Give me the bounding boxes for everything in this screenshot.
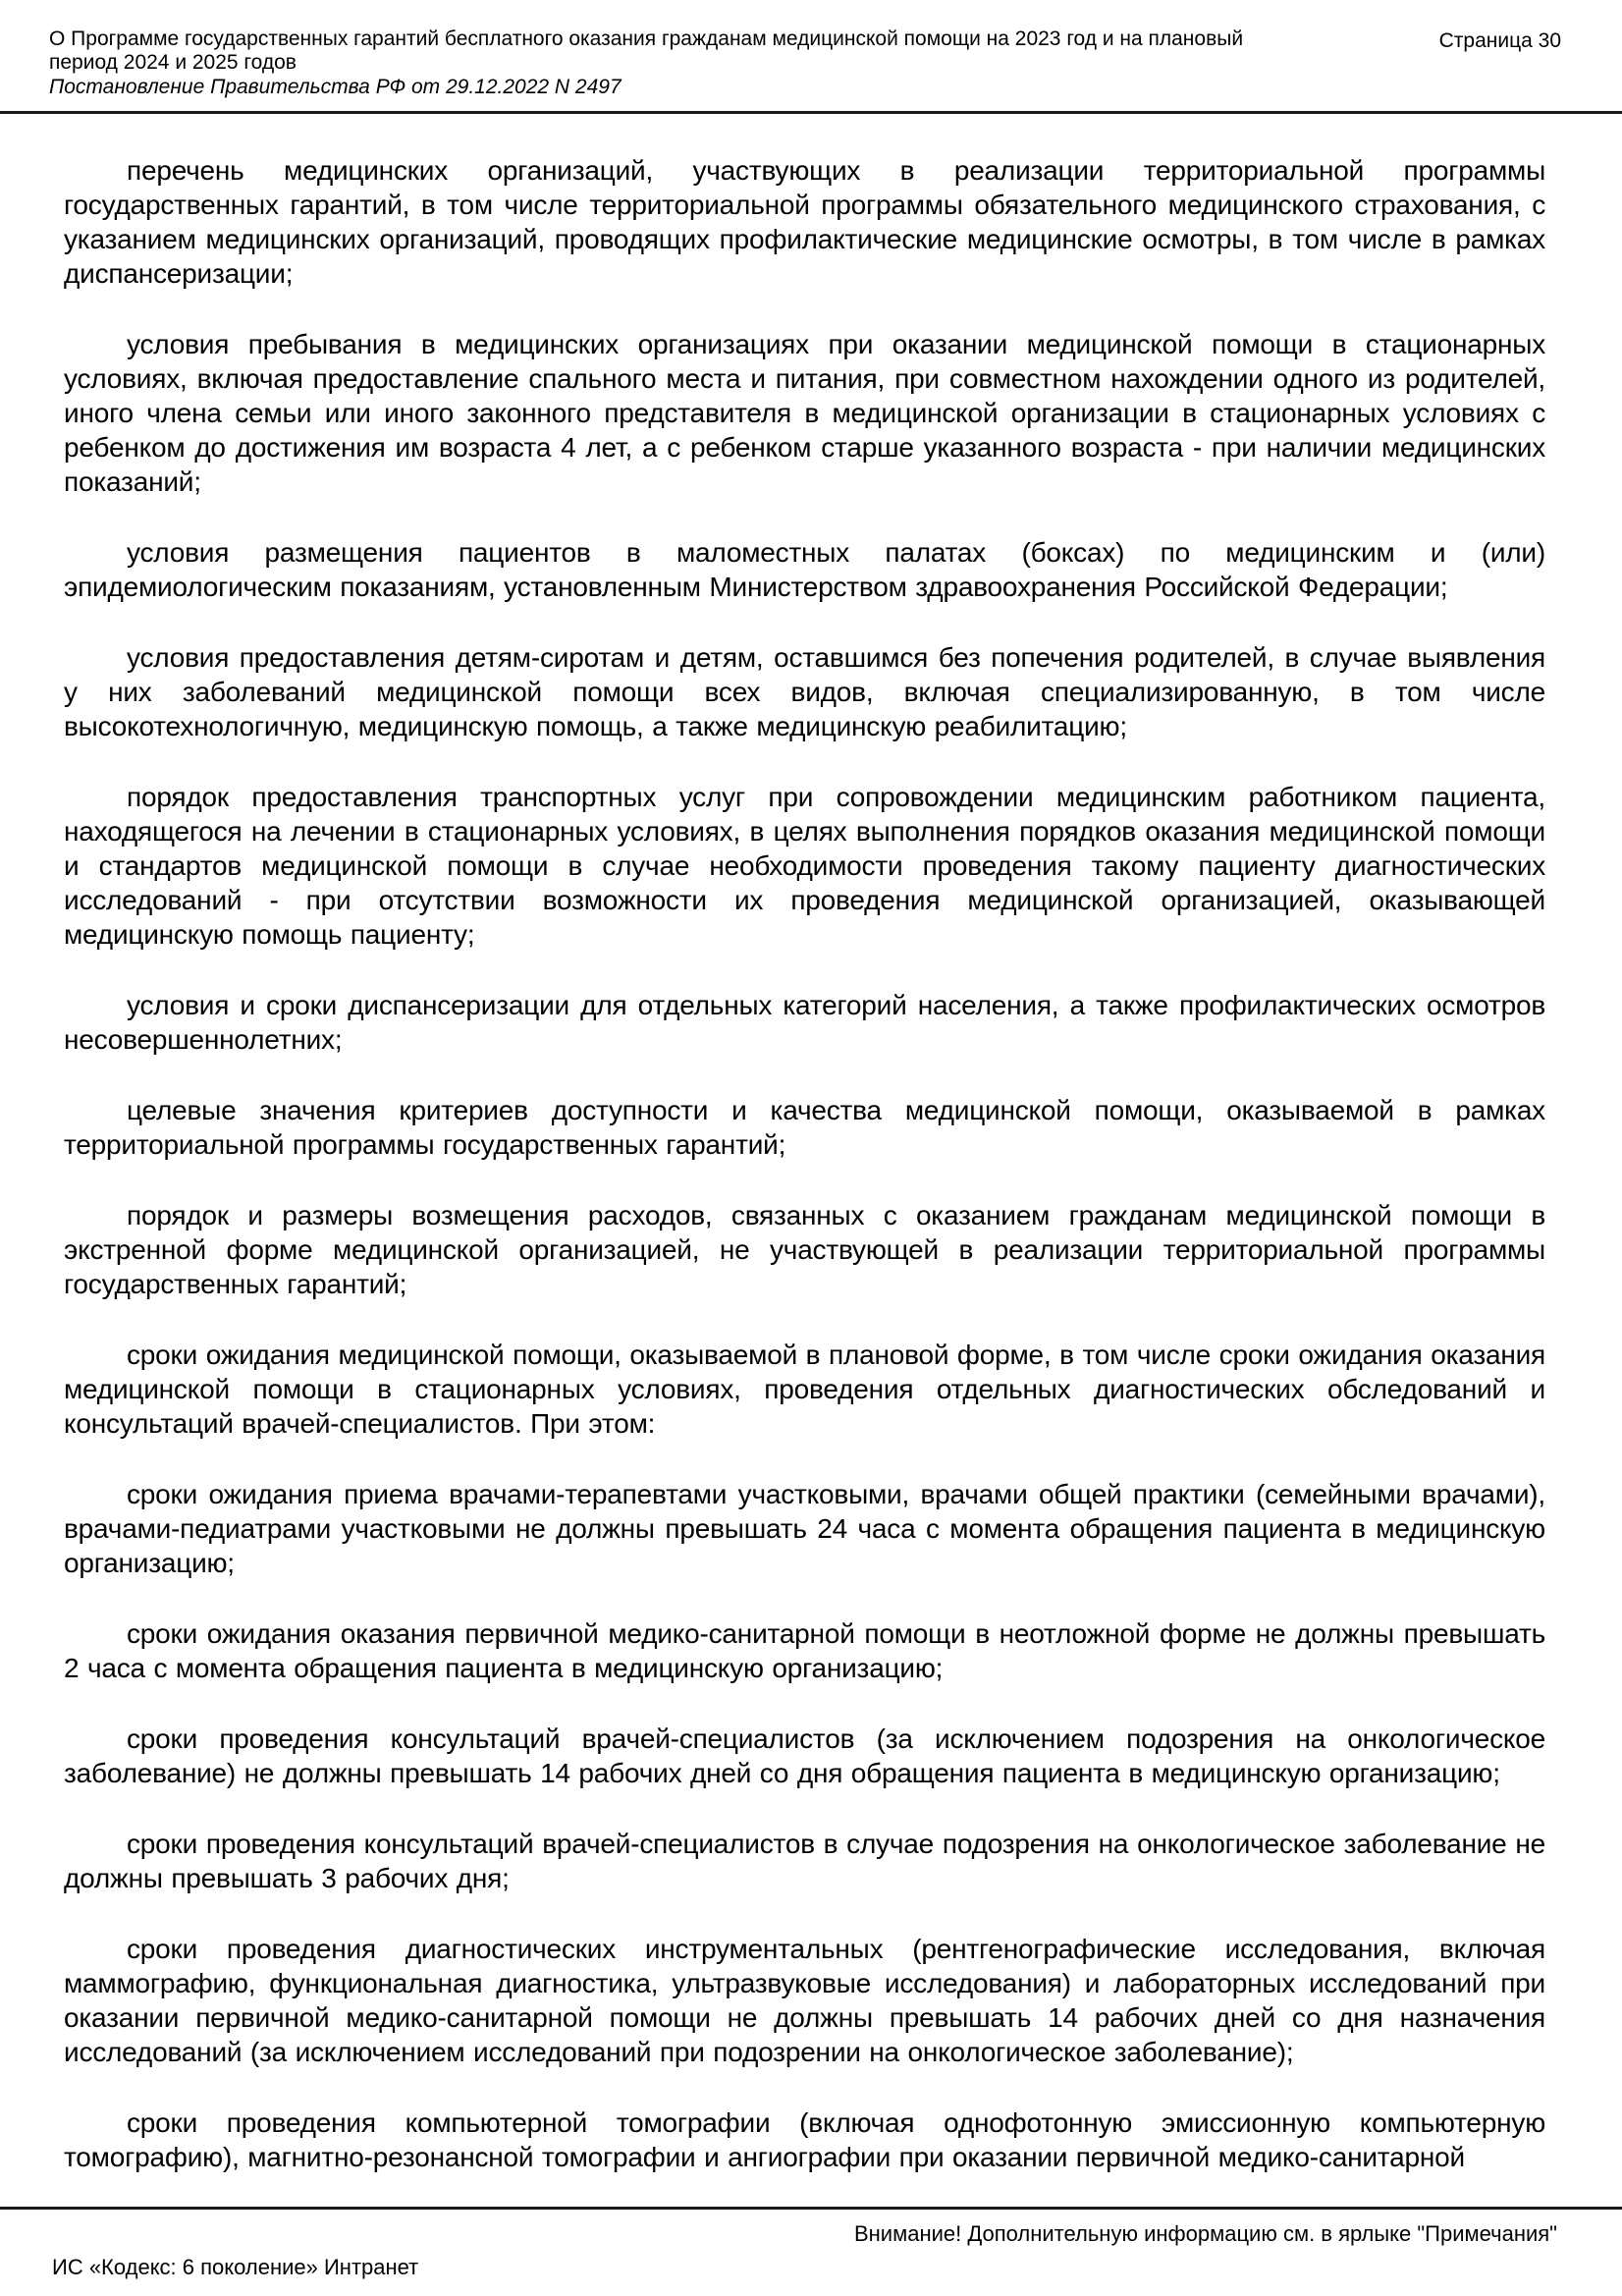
document-paragraph: условия размещения пациентов в маломестных палатах (боксах) по медицинским и (или) эпидемиологическим показаниям, установленным Министерством здравоохранения Российской Федерации; (64, 537, 1545, 602)
footer-notice: Внимание! Дополнительную информацию см. в ярлыке "Примечания" (853, 2221, 1557, 2246)
document-paragraph: сроки проведения диагностических инструментальных (рентгенографические исследования, включая маммографию, функциональная диагностика, ультразвуковые исследования) и лабораторных исследований при оказании первичной медико-санитарной помощи не должны превышать 14 рабочих дней со дня назначения исследований (за исключением исследований при подозрении на онкологическое заболевание); (64, 1934, 1545, 2067)
document-paragraph: целевые значения критериев доступности и качества медицинской помощи, оказываемой в рамках территориальной программы государственных гарантий; (64, 1095, 1545, 1160)
document-subtitle: Постановление Правительства РФ от 29.12.2022 N 2497 (49, 76, 622, 98)
footer-source: ИС «Кодекс: 6 поколение» Интранет (52, 2255, 419, 2279)
document-paragraph: сроки проведения компьютерной томографии (включая однофотонную эмиссионную компьютерную томографию), магнитно-резонансной томографии и ангиографии при оказании первичной медико-санитарной (64, 2107, 1545, 2172)
document-paragraph: сроки проведения консультаций врачей-специалистов (за исключением подозрения на онкологическое заболевание) не должны превышать 14 рабочих дней со дня обращения пациента в медицинскую организацию; (64, 1723, 1545, 1788)
document-paragraph: сроки ожидания медицинской помощи, оказываемой в плановой форме, в том числе сроки ожидания оказания медицинской помощи в стационарных условиях, проведения отдельных диагностических обследований и консультаций врачей-специалистов. При этом: (64, 1339, 1545, 1439)
header-title-block (49, 27, 1316, 99)
document-paragraph: условия пребывания в медицинских организациях при оказании медицинской помощи в стационарных условиях, включая предоставление спального места и питания, при совместном нахождении одного из родителей, иного члена семьи или иного законного представителя в медицинской организации в стационарных условиях с ребенком до достижения им возраста 4 лет, а с ребенком старше указанного возраста - при наличии медицинских показаний; (64, 329, 1545, 497)
document-paragraph: сроки проведения консультаций врачей-специалистов в случае подозрения на онкологическое заболевание не должны превышать 3 рабочих дня; (64, 1829, 1545, 1893)
document-body (64, 153, 1545, 2204)
document-paragraph: порядок предоставления транспортных услуг при сопровождении медицинским работником пациента, находящегося на лечении в стационарных условиях, в целях выполнения порядков оказания медицинской помощи и стандартов медицинской помощи в случае необходимости проведения такому пациенту диагностических исследований - при отсутствии возможности их проведения медицинской организацией, оказывающей медицинскую помощь пациенту; (64, 782, 1545, 950)
header-divider (0, 111, 1622, 114)
document-title: О Программе государственных гарантий бесплатного оказания гражданам медицинской помощи на 2023 год и на плановый период 2024 и 2025 годов (49, 27, 1244, 74)
document-paragraph: перечень медицинских организаций, участвующих в реализации территориальной программы государственных гарантий, в том числе территориальной программы обязательного медицинского страхования, с указанием медицинских организаций, проводящих профилактические медицинские осмотры, в том числе в рамках диспансеризации; (64, 155, 1545, 289)
page-number: Страница 30 (1438, 29, 1561, 52)
document-paragraph: условия и сроки диспансеризации для отдельных категорий населения, а также профилактических осмотров несовершеннолетних; (64, 990, 1545, 1055)
page-header (49, 27, 1561, 99)
footer-divider (0, 2207, 1622, 2210)
document-paragraph: порядок и размеры возмещения расходов, связанных с оказанием гражданам медицинской помощи в экстренной форме медицинской организацией, не участвующей в реализации территориальной программы государственных гарантий; (64, 1200, 1545, 1299)
document-paragraph: условия предоставления детям-сиротам и детям, оставшимся без попечения родителей, в случае выявления у них заболеваний медицинской помощи всех видов, включая специализированную, в том числе высокотехнологичную, медицинскую помощь, а также медицинскую реабилитацию; (64, 642, 1545, 741)
document-paragraph: сроки ожидания оказания первичной медико-санитарной помощи в неотложной форме не должны превышать 2 часа с момента обращения пациента в медицинскую организацию; (64, 1618, 1545, 1683)
document-paragraph: сроки ожидания приема врачами-терапевтами участковыми, врачами общей практики (семейными врачами), врачами-педиатрами участковыми не должны превышать 24 часа с момента обращения пациента в медицинскую организацию; (64, 1479, 1545, 1578)
